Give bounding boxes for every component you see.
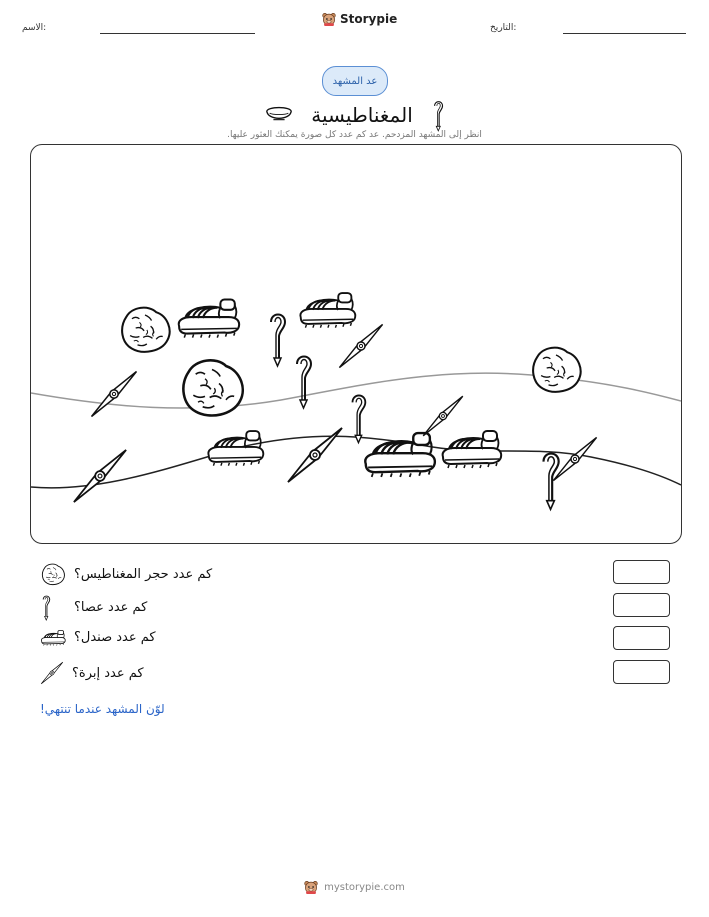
scene-illustration bbox=[31, 145, 681, 543]
answer-box-needle[interactable] bbox=[613, 660, 670, 684]
needle-1 bbox=[92, 372, 137, 417]
cane-icon bbox=[40, 593, 52, 621]
page-title: المغناطيسية bbox=[311, 103, 413, 127]
bear-icon bbox=[322, 12, 336, 26]
sandal-2 bbox=[300, 293, 355, 328]
cane-1 bbox=[271, 315, 285, 367]
needle-3 bbox=[74, 450, 126, 502]
answer-box-lodestone[interactable] bbox=[613, 560, 670, 584]
question-row-lodestone bbox=[40, 562, 212, 586]
lodestone-icon bbox=[40, 562, 66, 586]
date-line[interactable] bbox=[563, 33, 686, 34]
needle-6 bbox=[553, 437, 596, 480]
answer-box-sandal[interactable] bbox=[613, 626, 670, 650]
name-label: الاسم: bbox=[22, 23, 47, 33]
lodestone-3 bbox=[533, 348, 580, 392]
question-text: كم عدد عصا؟ bbox=[74, 599, 148, 615]
sandal-4 bbox=[365, 433, 435, 477]
cane-icon bbox=[431, 98, 445, 132]
question-row-cane bbox=[40, 593, 147, 621]
footer bbox=[0, 880, 709, 894]
activity-badge: عد المشهد bbox=[322, 66, 388, 96]
sandal-3 bbox=[208, 431, 263, 466]
sandal-1 bbox=[179, 300, 239, 338]
title-row bbox=[250, 98, 460, 132]
date-label: التاريخ: bbox=[490, 23, 517, 33]
footer-url[interactable]: mystorypie.com bbox=[324, 881, 405, 893]
bear-icon bbox=[304, 880, 318, 894]
sandal-5 bbox=[443, 431, 502, 468]
lodestone-2 bbox=[183, 360, 242, 415]
hill-line-front bbox=[31, 436, 681, 488]
color-instruction: لوّن المشهد عندما تنتهي! bbox=[40, 702, 165, 716]
question-text: كم عدد صندل؟ bbox=[74, 629, 156, 645]
lodestone-1 bbox=[122, 308, 169, 352]
answer-box-cane[interactable] bbox=[613, 593, 670, 617]
question-row-sandal bbox=[40, 628, 156, 646]
cane-3 bbox=[353, 395, 366, 442]
cane-2 bbox=[297, 357, 311, 409]
bowl-icon bbox=[265, 105, 293, 125]
name-line[interactable] bbox=[100, 33, 255, 34]
instructions: انظر إلى المشهد المزدحم. عد كم عدد كل صورة يمكنك العثور عليها. bbox=[227, 130, 482, 140]
brand-logo bbox=[322, 12, 397, 26]
needle-2 bbox=[339, 324, 382, 367]
question-text: كم عدد إبرة؟ bbox=[72, 665, 144, 681]
cane-4 bbox=[544, 454, 559, 510]
brand-name: Storypie bbox=[340, 12, 398, 26]
needle-5 bbox=[423, 396, 463, 436]
question-row-needle bbox=[40, 660, 144, 686]
sandal-icon bbox=[40, 628, 66, 646]
question-text: كم عدد حجر المغناطيس؟ bbox=[74, 566, 213, 582]
needle-icon bbox=[40, 660, 64, 686]
counting-scene bbox=[30, 144, 682, 544]
